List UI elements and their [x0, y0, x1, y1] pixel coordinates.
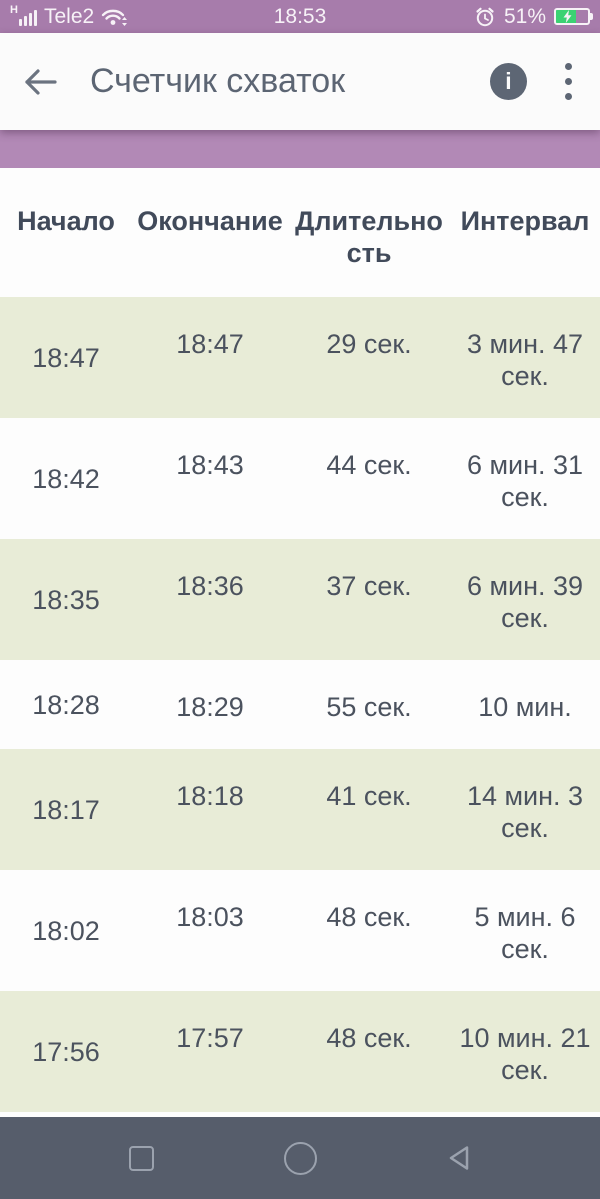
table-row[interactable]	[0, 749, 600, 870]
carrier-label: Tele2	[44, 4, 95, 28]
start-cell: 18:42	[32, 463, 100, 494]
status-left-group	[10, 5, 130, 29]
duration-cell: 37 сек.	[326, 571, 412, 601]
home-circle-icon	[284, 1142, 317, 1175]
wifi-icon	[101, 5, 130, 29]
network-type-indicator: H	[10, 4, 18, 16]
app-bar-actions	[490, 59, 576, 104]
start-cell: 17:56	[32, 1036, 100, 1067]
column-header-interval: Интервал	[460, 206, 590, 236]
android-nav-bar	[0, 1117, 600, 1199]
end-cell: 18:43	[176, 450, 244, 480]
app-bar	[0, 33, 600, 130]
end-cell: 18:29	[176, 692, 244, 722]
table-row[interactable]	[0, 539, 600, 660]
interval-cell: 10 мин. 21 сек.	[459, 1023, 591, 1085]
overflow-dot-icon	[565, 78, 572, 85]
page-title: Счетчик схваток	[90, 62, 346, 100]
info-button[interactable]	[490, 63, 527, 100]
duration-cell: 48 сек.	[326, 902, 412, 932]
interval-cell: 5 мин. 6 сек.	[474, 902, 576, 964]
back-triangle-icon	[446, 1144, 472, 1172]
alarm-icon	[474, 6, 496, 28]
column-header-end: Окончание	[137, 206, 283, 236]
end-cell: 18:18	[176, 781, 244, 811]
table-header-row	[0, 168, 600, 297]
interval-cell: 6 мин. 31 сек.	[466, 450, 584, 512]
contractions-table	[0, 168, 600, 1112]
interval-cell: 3 мин. 47 сек.	[466, 329, 584, 391]
duration-cell: 55 сек.	[326, 692, 412, 722]
start-cell: 18:28	[32, 689, 100, 720]
end-cell: 18:36	[176, 571, 244, 601]
overflow-dot-icon	[565, 63, 572, 70]
duration-cell: 48 сек.	[326, 1023, 412, 1053]
table-row[interactable]	[0, 660, 600, 749]
back-nav-button[interactable]	[435, 1134, 483, 1182]
duration-cell: 44 сек.	[326, 450, 412, 480]
end-cell: 18:03	[176, 902, 244, 932]
arrow-left-icon	[22, 66, 58, 98]
recents-button[interactable]	[117, 1134, 165, 1182]
clock-time: 18:53	[273, 4, 327, 28]
cell-signal-icon	[10, 4, 37, 26]
interval-cell: 10 мин.	[478, 692, 572, 722]
accent-band	[0, 130, 600, 168]
table-row[interactable]	[0, 870, 600, 991]
battery-percent-label: 51%	[503, 4, 546, 28]
end-cell: 18:47	[176, 329, 244, 359]
start-cell: 18:47	[32, 342, 100, 373]
status-bar	[0, 0, 600, 33]
interval-cell: 6 мин. 39 сек.	[466, 571, 584, 633]
recents-square-icon	[129, 1146, 154, 1171]
home-button[interactable]	[276, 1134, 324, 1182]
interval-cell: 14 мин. 3 сек.	[466, 781, 584, 843]
start-cell: 18:17	[32, 794, 100, 825]
table-row[interactable]	[0, 297, 600, 418]
table-row[interactable]	[0, 418, 600, 539]
status-right-group	[474, 5, 590, 29]
duration-cell: 29 сек.	[326, 329, 412, 359]
column-header-start: Начало	[17, 206, 115, 236]
duration-cell: 41 сек.	[326, 781, 412, 811]
table-row[interactable]	[0, 991, 600, 1112]
column-header-duration: Длительность	[295, 206, 443, 268]
info-icon: i	[505, 68, 512, 94]
start-cell: 18:35	[32, 584, 100, 615]
end-cell: 17:57	[176, 1023, 244, 1053]
back-button[interactable]	[18, 62, 62, 102]
overflow-dot-icon	[565, 93, 572, 100]
battery-icon	[554, 8, 590, 25]
start-cell: 18:02	[32, 915, 100, 946]
overflow-menu-button[interactable]	[561, 59, 576, 104]
